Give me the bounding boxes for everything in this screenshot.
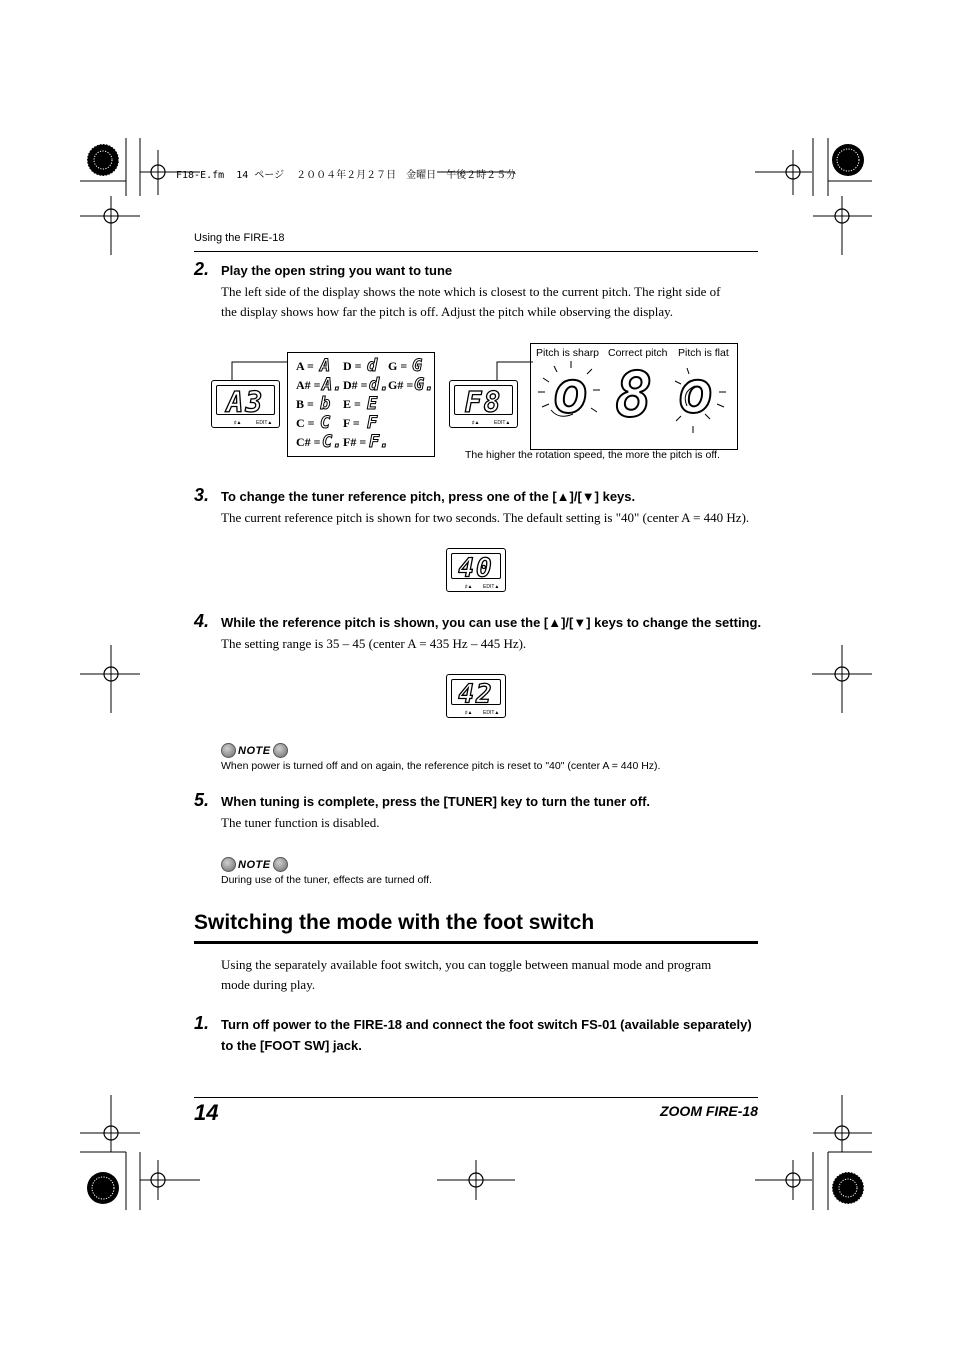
note-text: During use of the tuner, effects are turned off.: [221, 874, 432, 886]
running-header: Using the FIRE-18: [194, 232, 285, 244]
note-name: B =: [296, 397, 314, 411]
note-name: G =: [388, 359, 408, 373]
header-rule: [194, 251, 758, 252]
rotation-sparks-icon: [531, 344, 737, 449]
step-body-line: The setting range is 35 – 45 (center A = 435 Hz – 445 Hz).: [221, 636, 527, 651]
note-label: NOTE: [238, 744, 271, 757]
note-name: F =: [343, 416, 360, 430]
note-bullet-icon: [273, 857, 288, 872]
footer-product: ZOOM FIRE-18: [659, 1103, 758, 1119]
note-bullet-icon: [221, 743, 236, 758]
note-badge: [221, 857, 288, 872]
note-display-glyph: E: [367, 394, 378, 414]
note-name: A =: [296, 359, 314, 373]
step-number: 2.: [194, 259, 210, 279]
note-display-glyph: A: [320, 356, 331, 376]
lcd-foot-left: ♯▲: [234, 420, 242, 426]
step-number: 3.: [194, 485, 210, 505]
lcd-foot-left: ♯▲: [472, 420, 480, 426]
section-title: Switching the mode with the foot switch: [194, 911, 595, 934]
lcd-foot-left: ♯▲: [465, 584, 473, 590]
note-bullet-icon: [273, 743, 288, 758]
step-number: 1.: [194, 1013, 210, 1033]
step-title: Play the open string you want to tune: [221, 263, 453, 278]
note-display-glyph: C: [320, 413, 331, 433]
step-number: 5.: [194, 790, 210, 810]
note-display-glyph: C.: [322, 432, 343, 452]
section-intro-line: Using the separately available foot switch, you can toggle between manual mode and program: [221, 957, 712, 972]
lcd-foot-right: EDIT▲: [256, 420, 273, 426]
step-body-line: The left side of the display shows the note which is closest to the current pitch. The right side of: [221, 284, 721, 299]
pitch-correct-label: Correct pitch: [608, 347, 668, 359]
step-number: 4.: [194, 611, 210, 631]
lcd-foot-right: EDIT▲: [494, 420, 511, 426]
note-name: A# =: [296, 378, 321, 392]
note-bullet-icon: [221, 857, 236, 872]
note-display-glyph: b: [320, 394, 331, 414]
note-label: NOTE: [238, 858, 271, 871]
note-name: C# =: [296, 435, 321, 449]
step-title: When tuning is complete, press the [TUNER] key to turn the tuner off.: [221, 794, 651, 809]
pitch-sharp-digit: o: [553, 358, 588, 426]
lcd-foot-left: ♯▲: [465, 710, 473, 716]
lcd-digits: F8: [464, 385, 503, 419]
lcd-foot-right: EDIT▲: [483, 710, 500, 716]
note-name: G# =: [388, 378, 414, 392]
step-title: to the [FOOT SW] jack.: [221, 1038, 362, 1053]
lcd-foot-right: EDIT▲: [483, 584, 500, 590]
note-display-glyph: F: [367, 413, 378, 433]
tuner-lcd-pitch: [449, 380, 518, 428]
figure-caption: The higher the rotation speed, the more the pitch is off.: [465, 449, 720, 461]
tuner-lcd-note: [211, 380, 280, 428]
step-title: While the reference pitch is shown, you can use the [▲]/[▼] keys to change the setting.: [221, 615, 762, 630]
lcd-digits: 40: [458, 553, 494, 584]
pitch-sharp-label: Pitch is sharp: [536, 347, 600, 359]
pitch-flat-label: Pitch is flat: [678, 347, 729, 359]
note-display-glyph: d: [367, 356, 378, 376]
note-name: C =: [296, 416, 315, 430]
step-title: To change the tuner reference pitch, press one of the [▲]/[▼] keys.: [221, 489, 636, 504]
note-badge: [221, 743, 288, 758]
note-display-glyph: d.: [369, 375, 390, 395]
step-title: Turn off power to the FIRE-18 and connect the foot switch FS-01 (available separately): [221, 1017, 752, 1032]
page-number: 14: [194, 1100, 219, 1125]
lcd-digits: 42: [458, 679, 494, 710]
note-map-table: [287, 352, 435, 457]
callout-connector: [230, 360, 290, 382]
tuner-lcd-reference-default: [446, 548, 506, 592]
print-header: F18-E.fm 14 ページ ２００４年２月２７日 金曜日 午後２時２５分: [176, 170, 517, 181]
tuner-lcd-reference-changed: [446, 674, 506, 718]
step-body-line: The current reference pitch is shown for two seconds. The default setting is "40" (center A = 440 Hz).: [221, 510, 750, 525]
section-rule: [194, 941, 758, 944]
note-name: E =: [343, 397, 361, 411]
lcd-digits: A3: [226, 385, 265, 419]
note-display-glyph: F.: [369, 432, 390, 452]
pitch-correct-digit: 8: [615, 358, 653, 431]
note-name: D# =: [343, 378, 368, 392]
note-display-glyph: A.: [322, 375, 343, 395]
pitch-flat-digit: o: [678, 358, 713, 426]
section-intro-line: mode during play.: [221, 977, 316, 992]
note-text: When power is turned off and on again, the reference pitch is reset to "40" (center A = 440 Hz).: [221, 760, 661, 772]
callout-connector: [495, 360, 535, 382]
note-name: D =: [343, 359, 362, 373]
note-name: F# =: [343, 435, 367, 449]
pitch-indicator-box: [530, 343, 738, 450]
footer-rule: [194, 1097, 758, 1098]
step-body-line: The tuner function is disabled.: [221, 815, 380, 830]
note-display-glyph: G: [412, 356, 423, 376]
step-body-line: the display shows how far the pitch is off. Adjust the pitch while observing the display.: [221, 304, 674, 319]
note-display-glyph: G.: [414, 375, 435, 395]
